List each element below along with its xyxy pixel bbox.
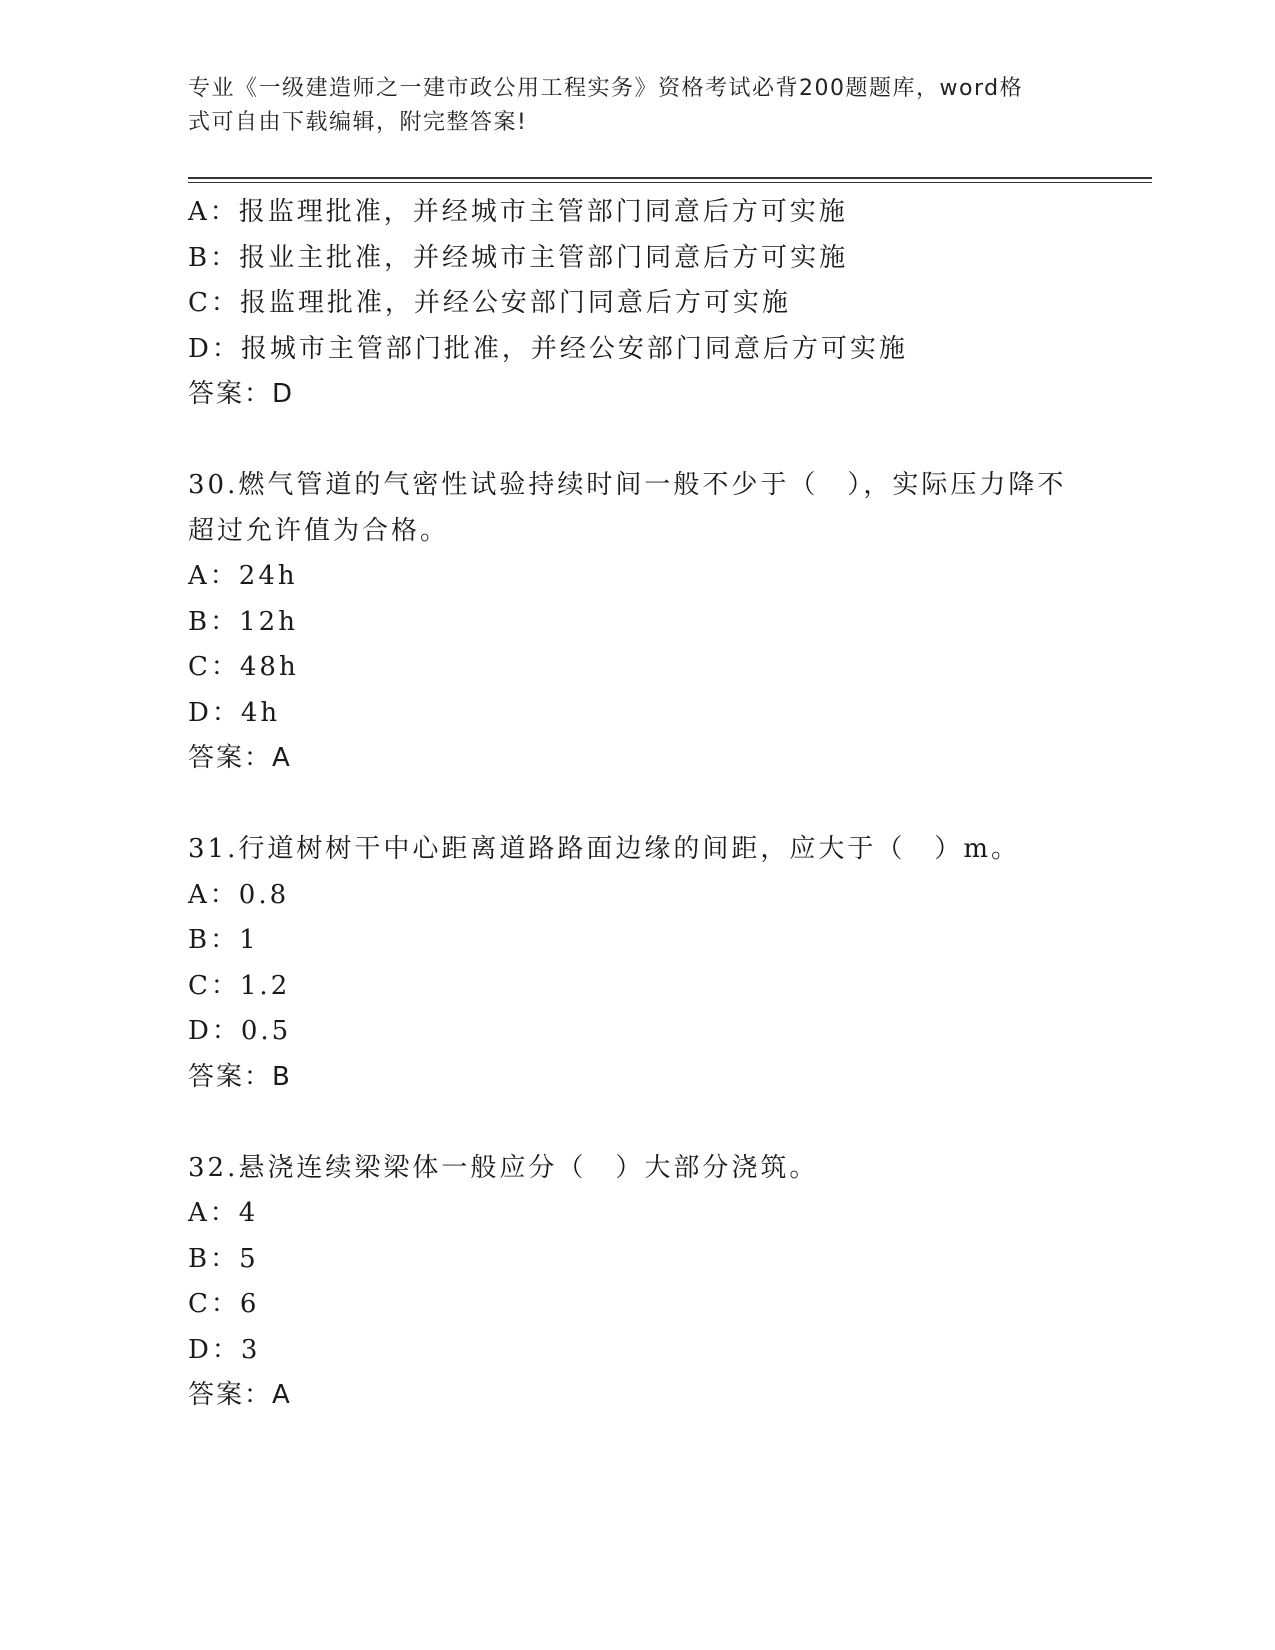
option-d: D：3 bbox=[188, 1334, 261, 1365]
spacer bbox=[188, 782, 1088, 828]
question-stem: 31.行道树树干中心距离道路路面边缘的间距，应大于（ ）m。 bbox=[188, 834, 1021, 864]
option-c: C：报监理批准，并经公安部门同意后方可实施 bbox=[188, 288, 791, 318]
question-stem: 30.燃气管道的气密性试验持续时间一般不少于（ ），实际压力降不 bbox=[188, 470, 1067, 500]
header-rule-thin bbox=[188, 182, 1152, 183]
question-31 bbox=[188, 827, 1088, 1100]
option-b: B：1 bbox=[188, 925, 259, 955]
option-c: C：48h bbox=[188, 652, 299, 682]
spacer bbox=[188, 1100, 1088, 1146]
page-header bbox=[188, 72, 1068, 140]
answer-label: 答案：D bbox=[188, 379, 295, 409]
option-d: D：4h bbox=[188, 697, 281, 728]
option-b: B：5 bbox=[188, 1243, 259, 1274]
answer-label: 答案：A bbox=[188, 1380, 292, 1410]
option-d: D：报城市主管部门批准，并经公安部门同意后方可实施 bbox=[188, 333, 908, 364]
option-a: A：报监理批准，并经城市主管部门同意后方可实施 bbox=[188, 197, 848, 227]
option-d: D：0.5 bbox=[188, 1016, 292, 1046]
question-stem: 32.悬浇连续梁梁体一般应分（ ）大部分浇筑。 bbox=[188, 1152, 819, 1183]
answer-label: 答案：A bbox=[188, 743, 292, 773]
option-c: C：1.2 bbox=[188, 970, 291, 1001]
answer-label: 答案：B bbox=[188, 1061, 292, 1092]
option-b: B：12h bbox=[188, 606, 298, 637]
spacer bbox=[188, 418, 1088, 464]
option-a: A：24h bbox=[188, 561, 298, 591]
header-line-1: 专业《一级建造师之一建市政公用工程实务》资格考试必背200题题库，word格 bbox=[188, 76, 1024, 101]
question-list bbox=[188, 190, 1088, 1419]
option-b: B：报业主批准，并经城市主管部门同意后方可实施 bbox=[188, 242, 849, 273]
header-rule-thick bbox=[188, 177, 1152, 179]
option-a: A：0.8 bbox=[188, 879, 290, 910]
header-line-2: 式可自由下载编辑，附完整答案! bbox=[188, 110, 528, 135]
question-32 bbox=[188, 1146, 1088, 1419]
question-stem-continued: 超过允许值为合格。 bbox=[188, 515, 450, 546]
option-a: A：4 bbox=[188, 1198, 259, 1228]
option-c: C：6 bbox=[188, 1289, 260, 1319]
question-30 bbox=[188, 463, 1088, 782]
question-29 bbox=[188, 190, 1088, 418]
